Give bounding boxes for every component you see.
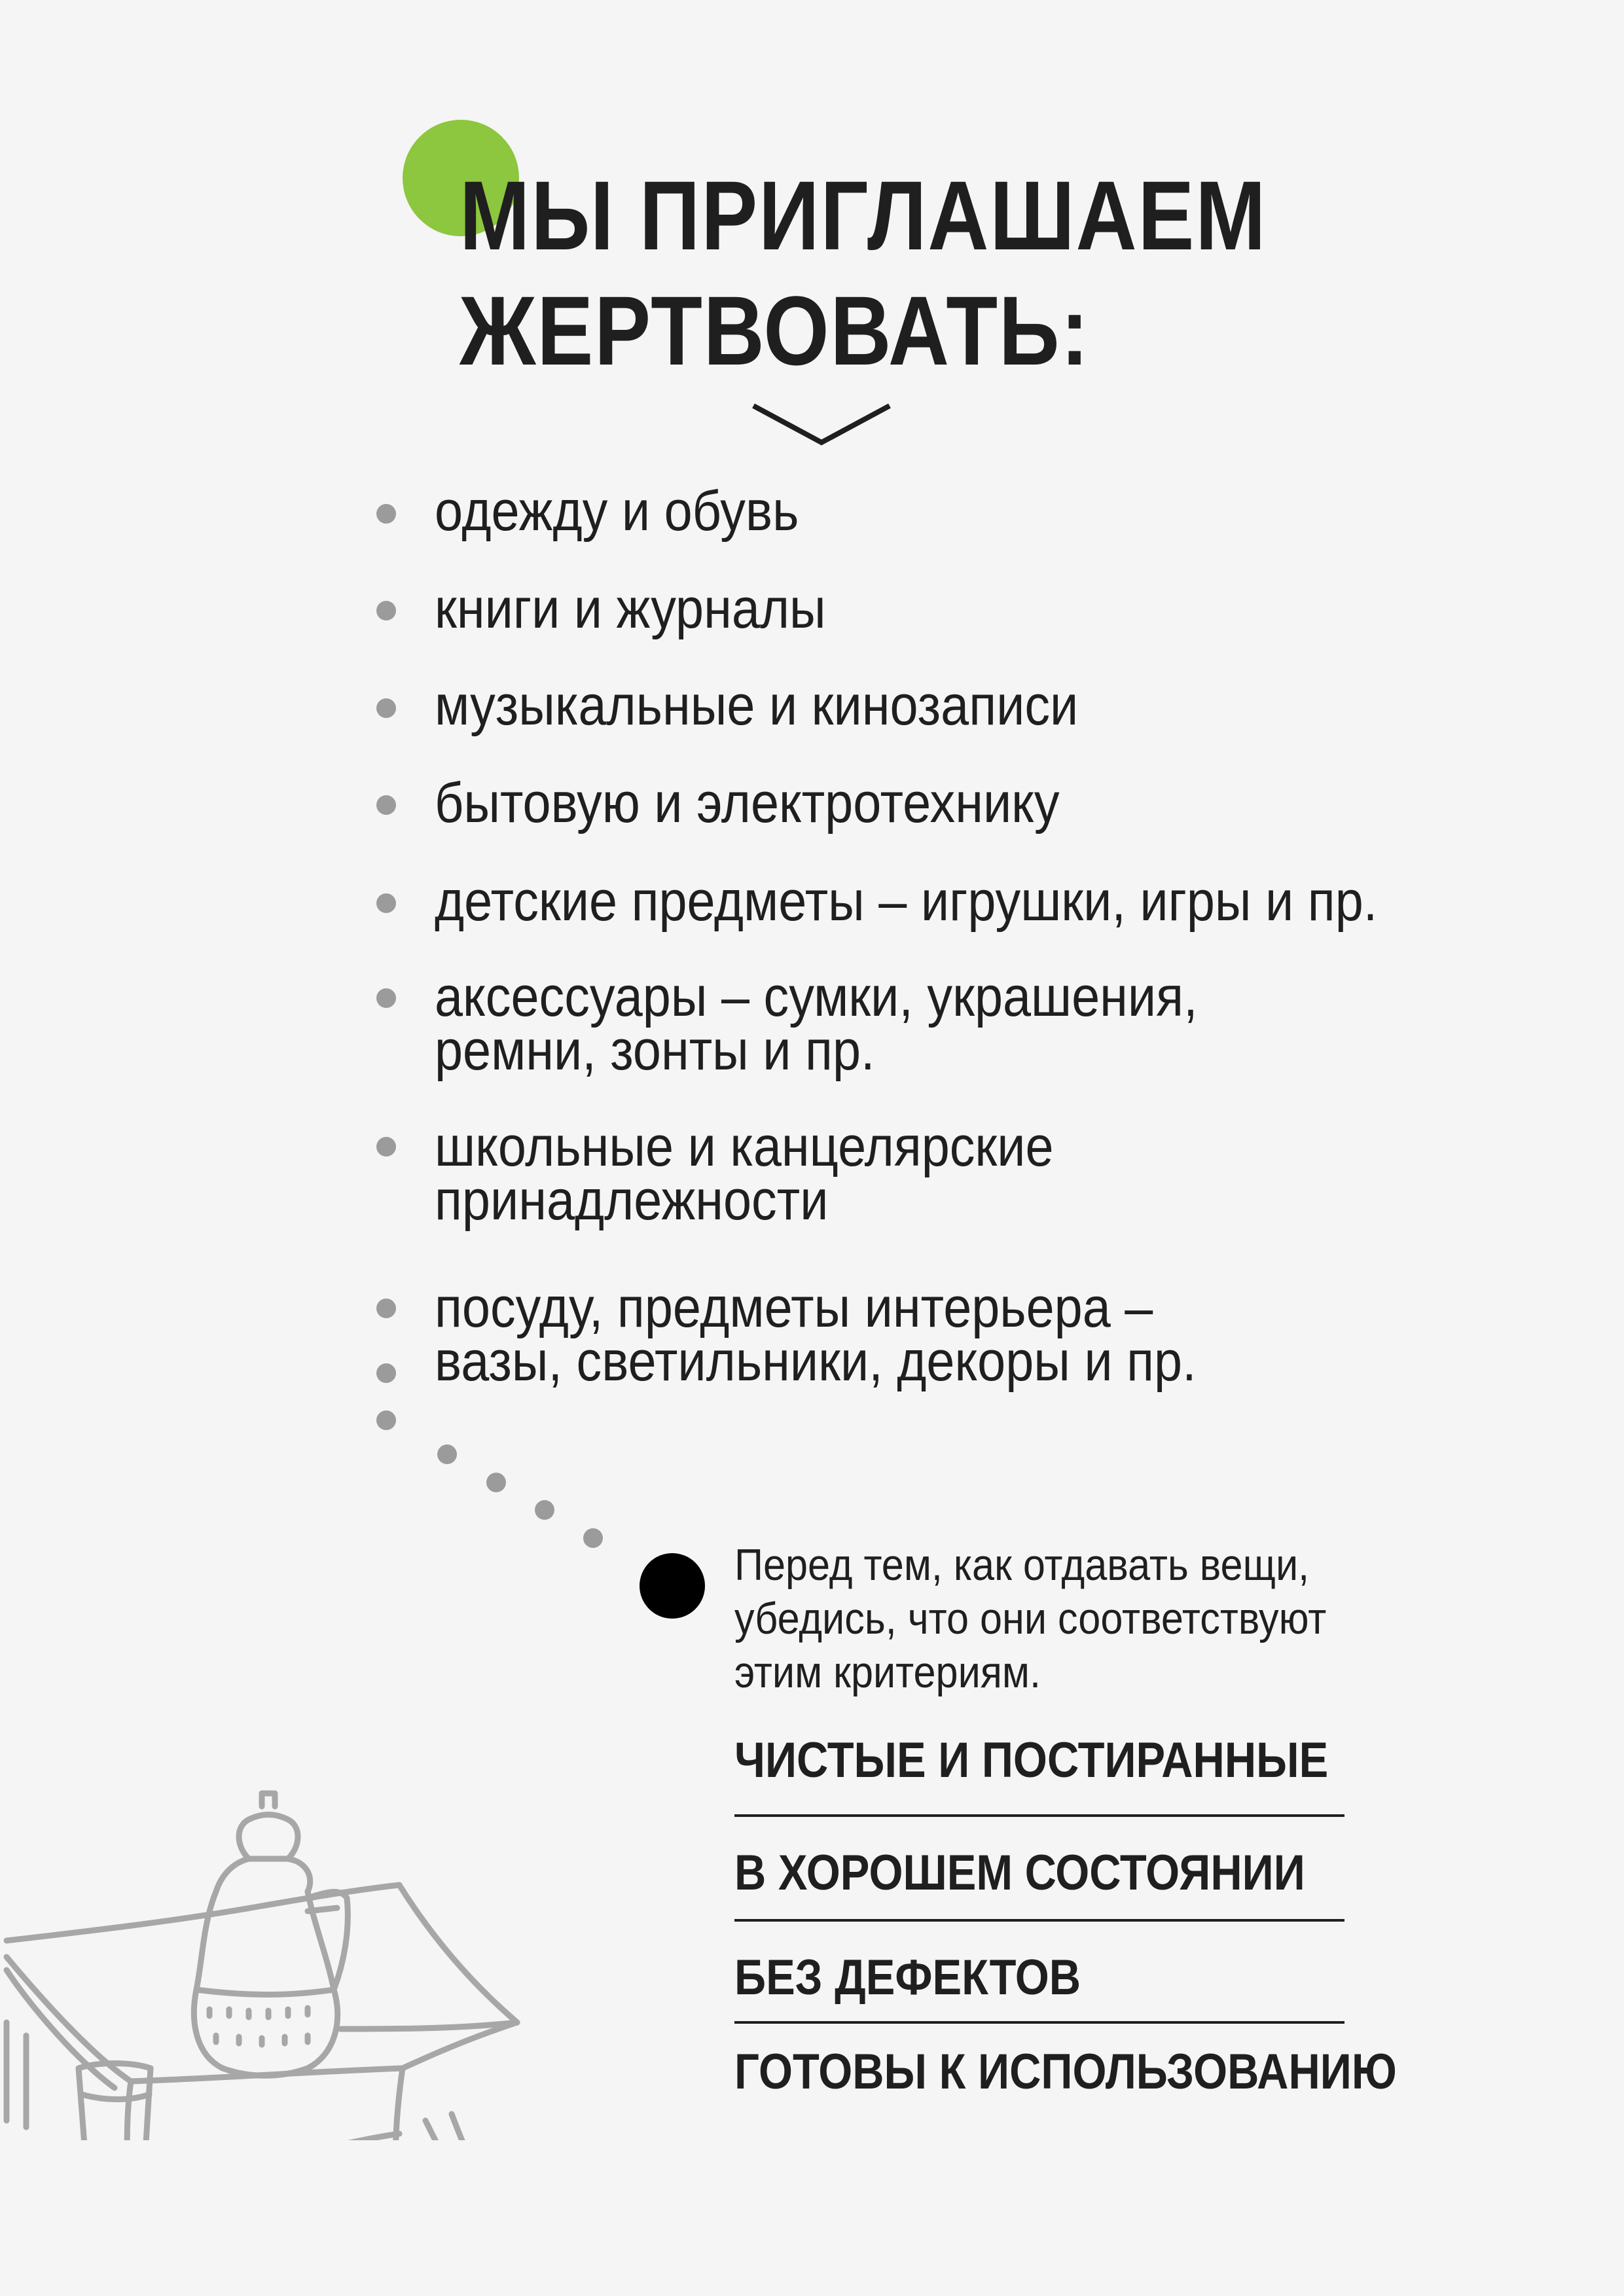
list-item-text: школьные и канцелярские (435, 1115, 1054, 1178)
heading-line-2: ЖЕРТВОВАТЬ: (460, 276, 1090, 386)
criteria-divider (734, 1814, 1344, 1817)
list-item (435, 1276, 1197, 1393)
list-item-text: вазы, светильники, декоры и пр. (435, 1330, 1197, 1393)
note-line: убедись, что они соответствуют (734, 1594, 1327, 1643)
trail-dot (437, 1444, 457, 1464)
list-item (435, 772, 1060, 834)
trail-dot (486, 1473, 506, 1492)
bullet-dot (376, 893, 396, 913)
trail-dot (376, 1363, 396, 1383)
list-item-text: бытовую и электротехнику (435, 772, 1060, 834)
bullet-dot (376, 1299, 396, 1318)
list-item-text: ремни, зонты и пр. (435, 1019, 875, 1082)
bullet-dot (376, 601, 396, 620)
criteria-intro-note (734, 1538, 1326, 1699)
criterion-ready-to-use: ГОТОВЫ К ИСПОЛЬЗОВАНИЮ (734, 2044, 1397, 2100)
list-item (435, 480, 799, 543)
trail-dot (535, 1500, 554, 1520)
list-item-text: музыкальные и кинозаписи (435, 674, 1079, 737)
criterion-clean: ЧИСТЫЕ И ПОСТИРАННЫЕ (734, 1732, 1329, 1788)
list-item-text: одежду и обувь (435, 480, 799, 543)
bullet-dot (376, 504, 396, 524)
criterion-no-defects: БЕЗ ДЕФЕКТОВ (734, 1950, 1081, 2005)
list-item (435, 1115, 1054, 1232)
list-item-text: книги и журналы (435, 577, 826, 640)
list-item (435, 965, 1198, 1082)
list-item-text: аксессуары – сумки, украшения, (435, 965, 1198, 1028)
list-item (435, 577, 826, 640)
bullet-dot (376, 1137, 396, 1157)
trail-dot (583, 1528, 603, 1548)
note-marker-dot (640, 1553, 705, 1619)
teapot-table-illustration (0, 1564, 543, 2140)
bullet-dot (376, 698, 396, 718)
trail-dot (376, 1410, 396, 1430)
note-line: Перед тем, как отдавать вещи, (734, 1540, 1310, 1590)
heading-line-1: МЫ ПРИГЛАШАЕМ (460, 160, 1267, 270)
criteria-divider (734, 1919, 1344, 1922)
note-line: этим критериям. (734, 1647, 1041, 1697)
chevron-down-icon (749, 401, 893, 448)
list-item (435, 870, 1378, 933)
bullet-dot (376, 988, 396, 1008)
criteria-divider (734, 2021, 1344, 2024)
criterion-good-condition: В ХОРОШЕМ СОСТОЯНИИ (734, 1845, 1305, 1901)
list-item (435, 674, 1079, 737)
list-item-text: посуду, предметы интерьера – (435, 1276, 1153, 1339)
bullet-dot (376, 795, 396, 815)
list-item-text: принадлежности (435, 1169, 829, 1232)
list-item-text: детские предметы – игрушки, игры и пр. (435, 870, 1378, 933)
